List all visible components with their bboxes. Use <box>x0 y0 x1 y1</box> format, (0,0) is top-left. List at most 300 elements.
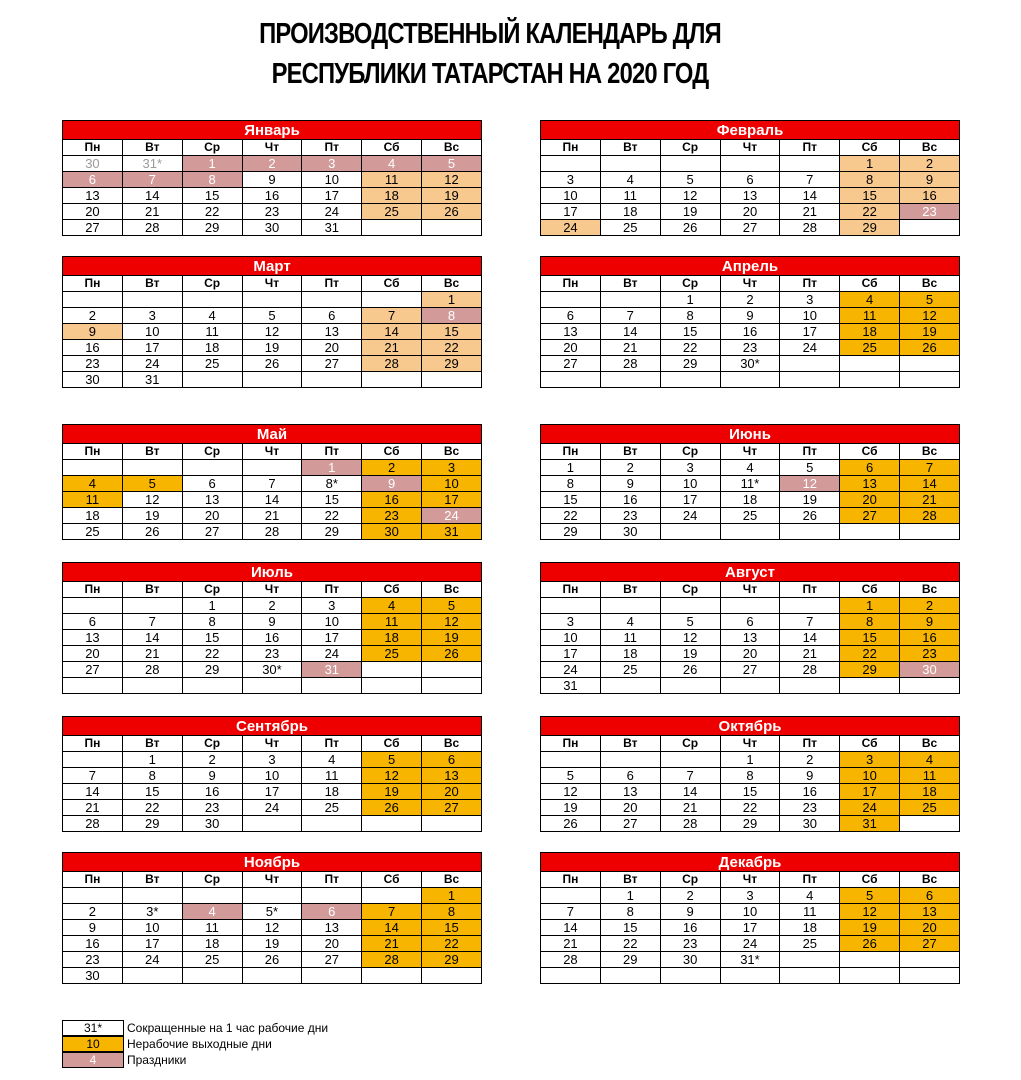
week-row <box>63 188 482 204</box>
month-name: Октябрь <box>540 716 960 735</box>
weekday-label: Ср <box>182 444 242 460</box>
weekday-label: Сб <box>362 444 422 460</box>
weekend-day-cell: 26 <box>900 340 960 356</box>
day-cell: 4 <box>720 460 780 476</box>
weekday-label: Пн <box>541 872 601 888</box>
day-cell: 26 <box>122 524 182 540</box>
month-block <box>540 424 960 540</box>
weekday-label: Ср <box>182 872 242 888</box>
day-cell: 20 <box>720 646 780 662</box>
empty-day-cell <box>720 372 780 388</box>
day-cell: 22 <box>302 508 362 524</box>
weekend-day-cell: 19 <box>422 630 482 646</box>
holiday-day-cell: 12 <box>780 476 840 492</box>
day-cell: 14 <box>660 784 720 800</box>
weekend-day-cell: 19 <box>840 920 900 936</box>
weekend-day-cell: 11 <box>362 172 422 188</box>
weekend-day-cell: 4 <box>900 752 960 768</box>
empty-day-cell <box>242 292 302 308</box>
week-row <box>541 598 960 614</box>
empty-day-cell <box>900 678 960 694</box>
day-cell: 18 <box>182 340 242 356</box>
day-cell: 20 <box>63 646 123 662</box>
empty-day-cell <box>362 678 422 694</box>
empty-day-cell <box>63 752 123 768</box>
day-cell: 19 <box>541 800 601 816</box>
empty-day-cell <box>182 372 242 388</box>
week-row <box>541 524 960 540</box>
empty-day-cell <box>900 952 960 968</box>
weekday-label: Вт <box>600 582 660 598</box>
empty-day-cell <box>242 372 302 388</box>
weekend-day-cell: 24 <box>840 800 900 816</box>
day-cell: 4 <box>182 308 242 324</box>
day-cell: 2 <box>600 460 660 476</box>
week-row <box>63 156 482 172</box>
weekend-day-cell: 29 <box>840 662 900 678</box>
day-cell: 10 <box>720 904 780 920</box>
day-cell: 11* <box>720 476 780 492</box>
weekday-label: Вс <box>422 140 482 156</box>
day-cell: 16 <box>780 784 840 800</box>
empty-day-cell <box>720 524 780 540</box>
day-cell: 5 <box>780 460 840 476</box>
weekend-day-cell: 25 <box>840 340 900 356</box>
weekday-header-row <box>541 276 960 292</box>
weekday-label: Пт <box>302 140 362 156</box>
day-cell: 4 <box>302 752 362 768</box>
empty-day-cell <box>63 292 123 308</box>
week-row <box>541 220 960 236</box>
week-row <box>541 292 960 308</box>
holiday-day-cell: 5 <box>422 156 482 172</box>
week-row <box>63 784 482 800</box>
day-cell: 17 <box>541 204 601 220</box>
week-row <box>63 920 482 936</box>
day-cell: 2 <box>780 752 840 768</box>
empty-day-cell <box>362 372 422 388</box>
week-row <box>63 220 482 236</box>
day-cell: 25 <box>63 524 123 540</box>
week-row <box>541 476 960 492</box>
weekend-day-cell: 18 <box>840 324 900 340</box>
weekend-day-cell: 27 <box>900 936 960 952</box>
day-cell: 21 <box>780 204 840 220</box>
day-cell: 10 <box>780 308 840 324</box>
empty-day-cell <box>780 524 840 540</box>
day-cell: 16 <box>63 936 123 952</box>
week-row <box>63 768 482 784</box>
day-cell: 31 <box>122 372 182 388</box>
day-cell: 2 <box>182 752 242 768</box>
week-row <box>541 968 960 984</box>
day-cell: 11 <box>182 920 242 936</box>
weekday-label: Пн <box>541 444 601 460</box>
week-row <box>63 356 482 372</box>
day-cell: 10 <box>541 188 601 204</box>
weekend-day-cell: 18 <box>900 784 960 800</box>
day-cell: 14 <box>63 784 123 800</box>
day-cell: 6 <box>63 614 123 630</box>
empty-day-cell <box>362 292 422 308</box>
day-cell: 25 <box>302 800 362 816</box>
weekday-label: Вс <box>900 736 960 752</box>
day-cell: 6 <box>541 308 601 324</box>
empty-day-cell <box>122 598 182 614</box>
weekday-label: Пн <box>541 736 601 752</box>
week-row <box>541 784 960 800</box>
day-cell: 1 <box>122 752 182 768</box>
weekend-day-cell: 15 <box>840 188 900 204</box>
weekday-header-row <box>541 140 960 156</box>
day-cell: 29 <box>720 816 780 832</box>
empty-day-cell <box>600 968 660 984</box>
day-cell: 25 <box>182 952 242 968</box>
day-cell: 13 <box>541 324 601 340</box>
holiday-day-cell: 30 <box>900 662 960 678</box>
day-cell: 19 <box>242 936 302 952</box>
day-cell: 17 <box>242 784 302 800</box>
empty-day-cell <box>900 220 960 236</box>
weekend-day-cell: 25 <box>362 646 422 662</box>
day-cell: 20 <box>302 936 362 952</box>
empty-day-cell <box>840 372 900 388</box>
weekend-day-cell: 22 <box>840 204 900 220</box>
day-cell: 30* <box>242 662 302 678</box>
day-cell: 14 <box>242 492 302 508</box>
weekday-label: Вс <box>422 444 482 460</box>
day-cell: 7 <box>660 768 720 784</box>
day-cell: 31 <box>541 678 601 694</box>
day-cell: 16 <box>720 324 780 340</box>
legend <box>62 1020 328 1068</box>
day-cell: 1 <box>720 752 780 768</box>
empty-day-cell <box>242 888 302 904</box>
weekend-day-cell: 15 <box>840 630 900 646</box>
day-cell: 6 <box>720 614 780 630</box>
week-row <box>63 816 482 832</box>
empty-day-cell <box>600 372 660 388</box>
weekend-day-cell: 28 <box>362 356 422 372</box>
day-cell: 20 <box>600 800 660 816</box>
month-block <box>62 852 482 984</box>
weekday-label: Вс <box>900 276 960 292</box>
day-cell: 10 <box>541 630 601 646</box>
day-cell: 21 <box>63 800 123 816</box>
weekend-day-cell: 11 <box>362 614 422 630</box>
weekday-label: Вс <box>422 736 482 752</box>
weekend-day-cell: 30 <box>362 524 422 540</box>
week-row <box>63 308 482 324</box>
weekend-day-cell: 12 <box>362 768 422 784</box>
week-row <box>541 508 960 524</box>
day-cell: 9 <box>660 904 720 920</box>
week-row <box>63 292 482 308</box>
month-grid <box>62 275 482 388</box>
day-cell: 22 <box>182 204 242 220</box>
month-name: Май <box>62 424 482 443</box>
weekend-day-cell: 16 <box>900 630 960 646</box>
day-cell: 21 <box>780 646 840 662</box>
weekday-label: Ср <box>182 582 242 598</box>
empty-day-cell <box>182 460 242 476</box>
empty-day-cell <box>660 752 720 768</box>
legend-swatch: 31* <box>62 1020 124 1036</box>
holiday-day-cell: 24 <box>422 508 482 524</box>
weekend-day-cell: 25 <box>362 204 422 220</box>
month-name: Июнь <box>540 424 960 443</box>
weekend-day-cell: 26 <box>840 936 900 952</box>
day-cell: 29 <box>600 952 660 968</box>
day-cell: 3 <box>541 614 601 630</box>
day-cell: 25 <box>780 936 840 952</box>
day-cell: 14 <box>780 630 840 646</box>
day-cell: 23 <box>720 340 780 356</box>
weekend-day-cell: 6 <box>840 460 900 476</box>
week-row <box>63 678 482 694</box>
weekday-label: Ср <box>182 276 242 292</box>
week-row <box>63 904 482 920</box>
holiday-day-cell: 1 <box>182 156 242 172</box>
weekend-day-cell: 5 <box>422 598 482 614</box>
empty-day-cell <box>720 598 780 614</box>
day-cell: 19 <box>242 340 302 356</box>
weekday-label: Пн <box>63 140 123 156</box>
empty-day-cell <box>63 678 123 694</box>
weekday-label: Вт <box>122 872 182 888</box>
weekend-day-cell: 13 <box>422 768 482 784</box>
day-cell: 1 <box>182 598 242 614</box>
weekend-day-cell: 21 <box>900 492 960 508</box>
weekday-label: Вс <box>422 582 482 598</box>
holiday-day-cell: 4 <box>182 904 242 920</box>
day-cell: 27 <box>63 662 123 678</box>
empty-day-cell <box>422 662 482 678</box>
day-cell: 29 <box>122 816 182 832</box>
legend-swatch: 4 <box>62 1052 124 1068</box>
week-row <box>541 204 960 220</box>
day-cell: 23 <box>780 800 840 816</box>
weekday-label: Вт <box>600 276 660 292</box>
day-cell: 13 <box>63 188 123 204</box>
weekday-label: Ср <box>660 736 720 752</box>
week-row <box>541 372 960 388</box>
legend-text: Нерабочие выходные дни <box>127 1037 272 1051</box>
weekend-day-cell: 13 <box>840 476 900 492</box>
day-cell: 30 <box>63 372 123 388</box>
empty-day-cell <box>63 460 123 476</box>
day-cell: 19 <box>122 508 182 524</box>
weekday-label: Вс <box>422 872 482 888</box>
weekend-day-cell: 24 <box>541 220 601 236</box>
day-cell: 23 <box>63 952 123 968</box>
day-cell: 12 <box>660 188 720 204</box>
day-cell: 17 <box>122 340 182 356</box>
week-row <box>63 476 482 492</box>
weekday-label: Вт <box>122 736 182 752</box>
weekend-day-cell: 26 <box>362 800 422 816</box>
month-grid <box>540 443 960 540</box>
day-cell: 6 <box>720 172 780 188</box>
legend-text: Праздники <box>127 1053 187 1067</box>
empty-day-cell <box>600 678 660 694</box>
day-cell: 2 <box>242 598 302 614</box>
day-cell: 2 <box>720 292 780 308</box>
day-cell: 15 <box>720 784 780 800</box>
day-cell: 26 <box>660 662 720 678</box>
day-cell: 4 <box>600 614 660 630</box>
day-cell: 2 <box>63 904 123 920</box>
week-row <box>63 646 482 662</box>
page-title <box>88 14 892 94</box>
weekend-day-cell: 2 <box>900 156 960 172</box>
empty-day-cell <box>422 220 482 236</box>
weekday-label: Пт <box>302 276 362 292</box>
weekend-day-cell: 9 <box>900 614 960 630</box>
empty-day-cell <box>660 524 720 540</box>
day-cell: 27 <box>302 952 362 968</box>
empty-day-cell <box>302 888 362 904</box>
weekday-label: Чт <box>242 872 302 888</box>
weekday-label: Ср <box>660 872 720 888</box>
weekend-day-cell: 29 <box>422 356 482 372</box>
weekday-label: Ср <box>182 736 242 752</box>
empty-day-cell <box>541 292 601 308</box>
day-cell: 17 <box>720 920 780 936</box>
week-row <box>541 156 960 172</box>
day-cell: 8 <box>122 768 182 784</box>
day-cell: 12 <box>242 920 302 936</box>
weekday-header-row <box>63 140 482 156</box>
weekday-label: Пт <box>302 582 362 598</box>
week-row <box>63 936 482 952</box>
weekend-day-cell: 5 <box>840 888 900 904</box>
week-row <box>541 952 960 968</box>
weekday-label: Чт <box>242 736 302 752</box>
day-cell: 28 <box>660 816 720 832</box>
empty-day-cell <box>422 816 482 832</box>
day-cell: 8 <box>660 308 720 324</box>
weekday-header-row <box>541 582 960 598</box>
weekend-day-cell: 4 <box>840 292 900 308</box>
weekday-label: Пт <box>780 444 840 460</box>
empty-day-cell <box>600 598 660 614</box>
weekday-label: Пт <box>780 140 840 156</box>
day-cell: 29 <box>182 662 242 678</box>
weekend-day-cell: 29 <box>422 952 482 968</box>
day-cell: 10 <box>122 920 182 936</box>
day-cell: 24 <box>720 936 780 952</box>
weekend-day-cell: 3 <box>422 460 482 476</box>
weekday-label: Ср <box>660 276 720 292</box>
day-cell: 5* <box>242 904 302 920</box>
weekday-label: Пн <box>63 276 123 292</box>
weekend-day-cell: 9 <box>900 172 960 188</box>
day-cell: 9 <box>720 308 780 324</box>
empty-day-cell <box>900 816 960 832</box>
day-cell: 26 <box>541 816 601 832</box>
day-cell: 5 <box>660 614 720 630</box>
empty-day-cell <box>840 952 900 968</box>
day-cell: 18 <box>63 508 123 524</box>
month-block <box>62 424 482 540</box>
day-cell: 23 <box>182 800 242 816</box>
empty-day-cell <box>362 968 422 984</box>
empty-day-cell <box>600 292 660 308</box>
month-grid <box>540 735 960 832</box>
weekday-label: Сб <box>362 140 422 156</box>
day-cell: 14 <box>541 920 601 936</box>
day-cell: 3 <box>720 888 780 904</box>
month-block <box>540 852 960 984</box>
month-block <box>62 716 482 832</box>
weekend-day-cell: 8 <box>422 904 482 920</box>
day-cell: 21 <box>122 646 182 662</box>
month-name: Январь <box>62 120 482 139</box>
empty-day-cell <box>900 372 960 388</box>
day-cell: 10 <box>302 172 362 188</box>
day-cell: 27 <box>302 356 362 372</box>
empty-day-cell <box>660 372 720 388</box>
day-cell: 30 <box>182 816 242 832</box>
day-cell: 9 <box>63 920 123 936</box>
month-grid <box>62 735 482 832</box>
day-cell: 18 <box>600 646 660 662</box>
empty-day-cell <box>720 678 780 694</box>
weekday-label: Чт <box>720 872 780 888</box>
day-cell: 14 <box>600 324 660 340</box>
week-row <box>541 356 960 372</box>
weekday-label: Пт <box>780 872 840 888</box>
weekend-day-cell: 20 <box>422 784 482 800</box>
holiday-day-cell: 6 <box>302 904 362 920</box>
day-cell: 6 <box>182 476 242 492</box>
day-cell: 23 <box>660 936 720 952</box>
month-grid <box>540 275 960 388</box>
day-cell: 9 <box>242 614 302 630</box>
day-cell: 30 <box>660 952 720 968</box>
weekday-label: Вс <box>900 140 960 156</box>
day-cell: 15 <box>122 784 182 800</box>
weekend-day-cell: 1 <box>422 888 482 904</box>
weekend-day-cell: 5 <box>362 752 422 768</box>
day-cell: 3 <box>780 292 840 308</box>
day-cell: 28 <box>600 356 660 372</box>
weekday-header-row <box>63 736 482 752</box>
weekend-day-cell: 28 <box>900 508 960 524</box>
weekend-day-cell: 7 <box>900 460 960 476</box>
day-cell: 24 <box>302 646 362 662</box>
weekday-header-row <box>541 872 960 888</box>
day-cell: 29 <box>541 524 601 540</box>
month-name: Март <box>62 256 482 275</box>
day-cell: 16 <box>600 492 660 508</box>
empty-day-cell <box>660 598 720 614</box>
empty-day-cell <box>182 292 242 308</box>
day-cell: 25 <box>600 662 660 678</box>
day-cell: 27 <box>63 220 123 236</box>
empty-day-cell <box>541 752 601 768</box>
weekend-day-cell: 17 <box>840 784 900 800</box>
day-cell: 9 <box>182 768 242 784</box>
weekend-day-cell: 5 <box>900 292 960 308</box>
weekend-day-cell: 17 <box>422 492 482 508</box>
day-cell: 19 <box>780 492 840 508</box>
week-row <box>63 662 482 678</box>
legend-swatch: 10 <box>62 1036 124 1052</box>
day-cell: 22 <box>182 646 242 662</box>
weekday-label: Пт <box>302 444 362 460</box>
